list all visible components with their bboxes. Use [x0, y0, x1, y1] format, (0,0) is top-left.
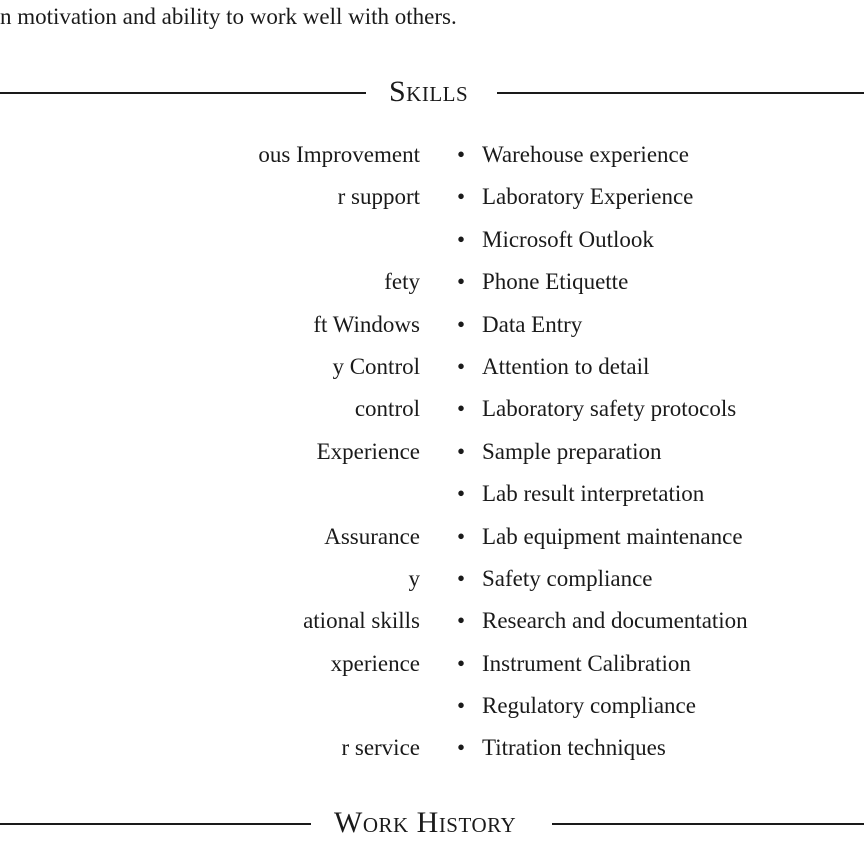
skill-label: Sample preparation: [482, 438, 662, 464]
skill-label: xperience: [330, 650, 420, 676]
skill-list-item: [0, 388, 420, 430]
skill-label: Instrument Calibration: [482, 650, 691, 676]
bullet-icon: •: [456, 269, 466, 295]
skills-list-left-column: [0, 134, 420, 770]
skill-label: Research and documentation: [482, 608, 748, 634]
skill-list-item: [455, 304, 864, 346]
skill-list-item: [455, 261, 864, 303]
bullet-icon: •: [456, 693, 466, 719]
skills-title: Skills: [389, 75, 469, 108]
skill-list-item: [455, 134, 864, 176]
skill-list-item: [455, 558, 864, 600]
bullet-icon: •: [456, 396, 466, 422]
skill-list-item: [455, 176, 864, 218]
skill-list-item: [455, 643, 864, 685]
skill-list-item: [0, 134, 420, 176]
skill-label: Assurance: [324, 523, 420, 549]
skill-label: ous Improvement: [258, 142, 420, 167]
skill-list-item: [455, 219, 864, 261]
skill-label: ational skills: [303, 608, 420, 634]
skill-list-item: [455, 516, 864, 558]
bullet-icon: •: [456, 226, 466, 252]
bullet-icon: •: [456, 481, 466, 507]
skill-list-item: [0, 346, 420, 388]
work-history-title: Work History: [334, 806, 517, 839]
skill-label: fety: [384, 269, 420, 295]
skill-label: y: [408, 565, 420, 591]
bullet-icon: •: [456, 650, 466, 676]
skill-label: Laboratory safety protocols: [482, 396, 737, 422]
bullet-icon: •: [456, 438, 466, 464]
bullet-icon: •: [456, 523, 466, 549]
skill-list-item: [455, 473, 864, 515]
skill-label: ft Windows: [313, 311, 420, 337]
skill-label: Attention to detail: [482, 353, 650, 379]
skill-list-item: [455, 346, 864, 388]
skill-list-item: [0, 473, 420, 515]
bullet-icon: •: [456, 735, 466, 761]
heading-rule-right: [552, 823, 864, 825]
skill-list-item: [0, 304, 420, 346]
skill-list-item: [455, 600, 864, 642]
skill-label: Phone Etiquette: [482, 269, 629, 295]
skill-list-item: [0, 600, 420, 642]
bullet-icon: •: [456, 565, 466, 591]
heading-rule-right: [497, 92, 864, 94]
skill-label: Lab result interpretation: [482, 481, 705, 507]
skill-list-item: [0, 219, 420, 261]
skill-list-item: [0, 516, 420, 558]
bullet-icon: •: [456, 142, 466, 167]
skill-label: r support: [337, 184, 420, 210]
skill-list-item: [0, 558, 420, 600]
skill-list-item: [455, 685, 864, 727]
skill-list-item: [455, 388, 864, 430]
skill-list-item: [0, 261, 420, 303]
skill-label: control: [354, 396, 420, 422]
skills-section-heading: [0, 72, 864, 112]
skills-list-right-column: [455, 134, 864, 770]
skill-label: Microsoft Outlook: [482, 226, 654, 252]
skill-label: r service: [341, 735, 420, 761]
heading-rule-left: [0, 823, 311, 825]
skill-label: Laboratory Experience: [482, 184, 694, 210]
skill-label: Titration techniques: [482, 735, 666, 761]
skill-label: y Control: [332, 353, 420, 379]
bullet-icon: •: [456, 608, 466, 634]
skill-list-item: [0, 727, 420, 769]
heading-rule-left: [0, 92, 366, 94]
summary-text-fragment: n motivation and ability to work well with others.: [0, 4, 457, 29]
skill-list-item: [0, 685, 420, 727]
skill-list-item: [455, 727, 864, 769]
skill-label: Data Entry: [482, 311, 583, 337]
skill-list-item: [0, 176, 420, 218]
skill-label: Regulatory compliance: [482, 693, 696, 719]
skill-list-item: [0, 643, 420, 685]
bullet-icon: •: [456, 184, 466, 210]
skill-label: Lab equipment maintenance: [482, 523, 743, 549]
bullet-icon: •: [456, 353, 466, 379]
bullet-icon: •: [456, 311, 466, 337]
skill-label: Warehouse experience: [482, 142, 689, 167]
skill-label: Experience: [316, 438, 420, 464]
skill-list-item: [455, 431, 864, 473]
skill-list-item: [0, 431, 420, 473]
work-history-section-heading: [0, 803, 864, 843]
skill-label: Safety compliance: [482, 565, 653, 591]
